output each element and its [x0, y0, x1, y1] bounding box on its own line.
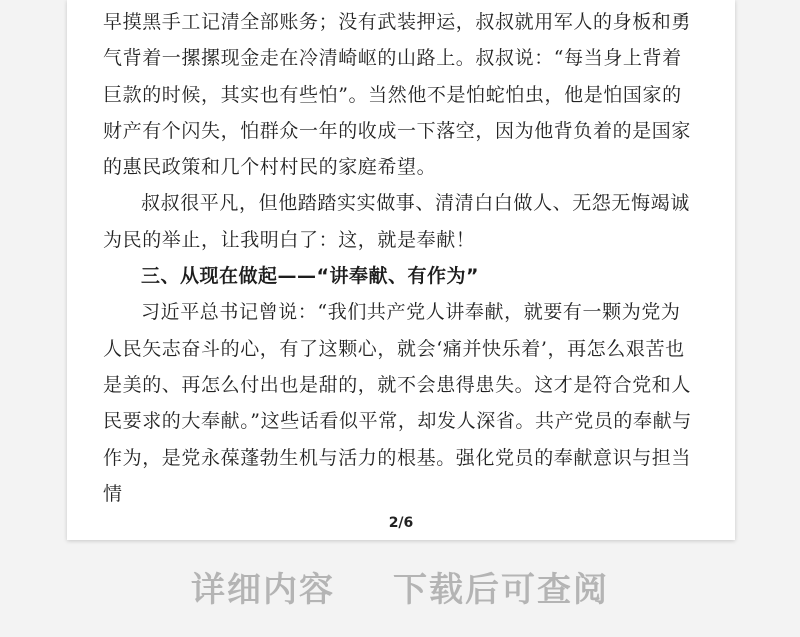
footer-download-text: 下载后可查阅 — [393, 570, 609, 610]
footer-banner — [0, 562, 800, 611]
section-heading: 三、从现在做起——“讲奉献、有作为” — [141, 265, 479, 288]
footer-detail-text: 详细内容 — [191, 570, 335, 610]
page-number: 2/6 — [388, 515, 414, 531]
paragraph: 叔叔很平凡，但他踏踏实实做事、清清白白做人、无怨无悔竭诚为民的举止，让我明白了：这，就是奉献！ — [103, 192, 690, 251]
paragraph: 习近平总书记曾说：“我们共产党人讲奉献，就要有一颗为党为人民矢志奋斗的心，有了这颗心，就会‘痛并快乐着’，再怎么艰苦也是美的、再怎么付出也是甜的，就不会患得患失。这才是符合党和人民要求的大奉献。”这些话看似平常，却发人深省。共产党员的奉献与作为，是党永葆蓬勃生机与活力的根基。强化党员的奉献意识与担当情 — [103, 301, 692, 505]
paragraph-continuation: 早摸黑手工记清全部账务；没有武装押运，叔叔就用军人的身板和勇气背着一摞摞现金走在冷清崎岖的山路上。叔叔说：“每当身上背着巨款的时候，其实也有些怕”。当然他不是怕蛇怕虫，他是怕国家的财产有个闪失，怕群众一年的收成一下落空，因为他背负着的是国家的惠民政策和几个村村民的家庭希望。 — [103, 11, 692, 179]
document-page — [67, 0, 735, 540]
document-body — [103, 4, 699, 512]
